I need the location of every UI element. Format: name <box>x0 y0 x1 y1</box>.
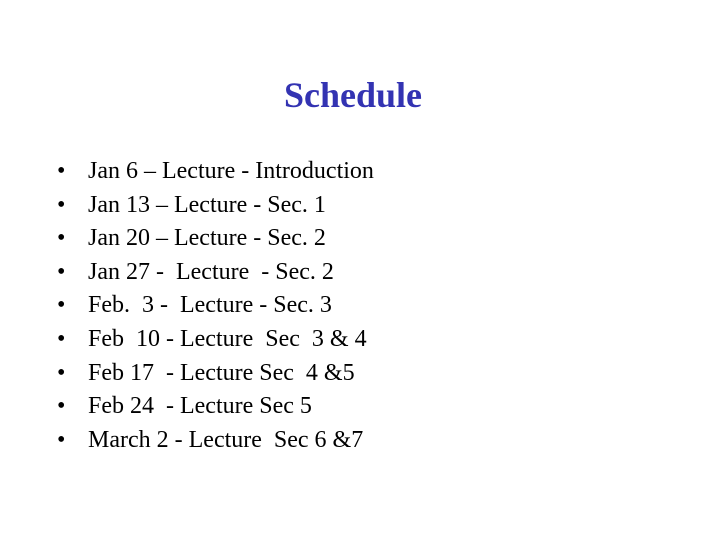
bullet-icon: • <box>57 359 66 386</box>
list-item-text: Jan 6 – Lecture - Introduction <box>88 158 374 184</box>
list-item-text: Feb 17 - Lecture Sec 4 &5 <box>88 359 355 386</box>
schedule-list <box>0 155 720 457</box>
list-item-text: March 2 - Lecture Sec 6 &7 <box>88 426 364 453</box>
bullet-icon: • <box>57 225 66 252</box>
list-item <box>0 155 720 189</box>
list-item-text: Feb 10 - Lecture Sec 3 & 4 <box>88 325 367 352</box>
list-item-text: Jan 13 – Lecture - Sec. 1 <box>88 191 326 218</box>
bullet-icon: • <box>57 393 66 420</box>
bullet-icon: • <box>57 426 66 453</box>
list-item <box>0 289 720 323</box>
list-item <box>0 357 720 391</box>
list-item-text: Feb 24 - Lecture Sec 5 <box>88 393 312 420</box>
list-item <box>0 222 720 256</box>
list-item-text: Jan 27 - Lecture - Sec. 2 <box>88 258 334 285</box>
list-item-text: Jan 20 – Lecture - Sec. 2 <box>88 225 326 252</box>
list-item <box>0 256 720 290</box>
list-item <box>0 323 720 357</box>
bullet-icon: • <box>57 158 66 184</box>
bullet-icon: • <box>57 258 66 285</box>
bullet-icon: • <box>57 191 66 218</box>
list-item <box>0 390 720 424</box>
list-item <box>0 424 720 458</box>
bullet-icon: • <box>57 292 66 319</box>
list-item-text: Feb. 3 - Lecture - Sec. 3 <box>88 292 332 319</box>
list-item <box>0 189 720 223</box>
bullet-icon: • <box>57 325 66 352</box>
slide-title-text: Schedule <box>284 75 423 115</box>
